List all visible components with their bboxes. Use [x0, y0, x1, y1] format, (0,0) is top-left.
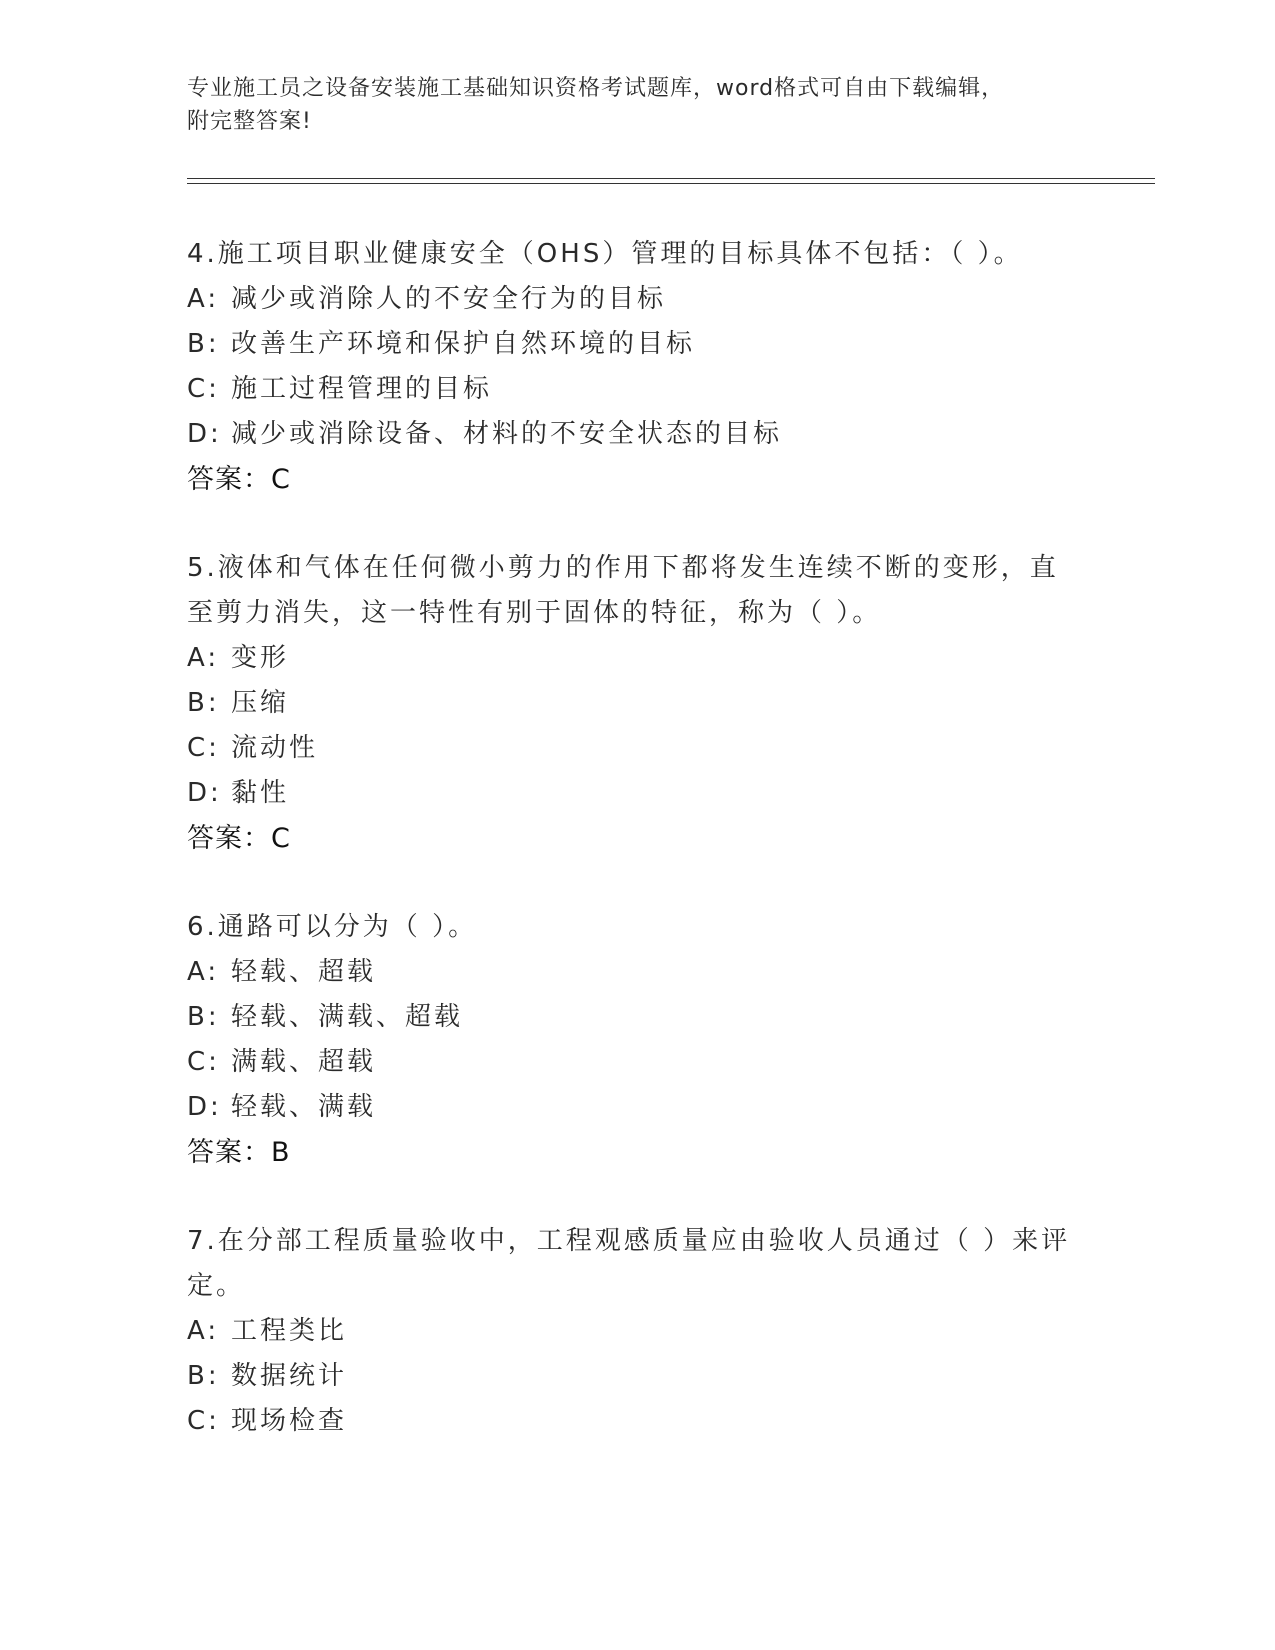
option-text: 压缩	[231, 688, 290, 718]
question-6	[187, 905, 1087, 1175]
question-stem: 6.通路可以分为（ ）。	[187, 912, 478, 942]
option-letter: A:	[187, 643, 220, 673]
header-divider-bottom	[187, 183, 1155, 184]
option-c	[187, 1040, 1087, 1085]
option-letter: A:	[187, 284, 220, 314]
option-d	[187, 771, 1087, 816]
option-b	[187, 995, 1087, 1040]
option-text: 轻载、满载、超载	[231, 1002, 464, 1032]
question-stem: 7.在分部工程质量验收中，工程观感质量应由验收人员通过（ ）来评定。	[187, 1226, 1071, 1301]
option-text: 减少或消除设备、材料的不安全状态的目标	[231, 419, 783, 449]
option-a	[187, 950, 1087, 995]
option-letter: C:	[187, 374, 220, 404]
question-7	[187, 1219, 1087, 1444]
question-5	[187, 546, 1087, 861]
option-text: 轻载、超载	[231, 957, 377, 987]
option-text: 黏性	[231, 778, 290, 808]
option-c	[187, 1399, 1087, 1444]
option-text: 施工过程管理的目标	[231, 374, 493, 404]
option-b	[187, 1354, 1087, 1399]
option-text: 满载、超载	[231, 1047, 377, 1077]
option-b	[187, 681, 1087, 726]
option-letter: C:	[187, 1406, 220, 1436]
option-text: 工程类比	[231, 1316, 348, 1346]
option-a	[187, 636, 1087, 681]
option-c	[187, 367, 1087, 412]
option-text: 轻载、满载	[231, 1092, 377, 1122]
option-c	[187, 726, 1087, 771]
option-letter: D:	[187, 1092, 222, 1122]
option-text: 变形	[231, 643, 290, 673]
option-letter: B:	[187, 688, 220, 718]
option-text: 减少或消除人的不安全行为的目标	[231, 284, 667, 314]
option-a	[187, 277, 1087, 322]
option-d	[187, 1085, 1087, 1130]
option-letter: D:	[187, 778, 222, 808]
question-stem: 5.液体和气体在任何微小剪力的作用下都将发生连续不断的变形，直至剪力消失，这一特性有别于固体的特征，称为（ ）。	[187, 553, 1059, 628]
option-letter: A:	[187, 1316, 220, 1346]
question-list	[187, 232, 1087, 1488]
answer-line: 答案：B	[187, 1137, 291, 1168]
option-letter: C:	[187, 733, 220, 763]
option-letter: D:	[187, 419, 222, 449]
option-letter: B:	[187, 329, 220, 359]
question-4	[187, 232, 1087, 502]
option-letter: B:	[187, 1361, 220, 1391]
header-line-1: 专业施工员之设备安装施工基础知识资格考试题库，word格式可自由下载编辑，	[187, 76, 1005, 101]
option-d	[187, 412, 1087, 457]
option-b	[187, 322, 1087, 367]
answer-line: 答案：C	[187, 823, 291, 854]
option-letter: C:	[187, 1047, 220, 1077]
option-letter: B:	[187, 1002, 220, 1032]
question-stem: 4.施工项目职业健康安全（OHS）管理的目标具体不包括：（ ）。	[187, 239, 1023, 269]
option-a	[187, 1309, 1087, 1354]
option-text: 流动性	[231, 733, 319, 763]
option-text: 改善生产环境和保护自然环境的目标	[231, 329, 696, 359]
option-text: 数据统计	[231, 1361, 348, 1391]
header-divider-top	[187, 178, 1155, 179]
option-text: 现场检查	[231, 1406, 348, 1436]
document-header	[187, 72, 1087, 138]
header-line-2: 附完整答案!	[187, 109, 312, 134]
answer-line: 答案：C	[187, 464, 291, 495]
option-letter: A:	[187, 957, 220, 987]
